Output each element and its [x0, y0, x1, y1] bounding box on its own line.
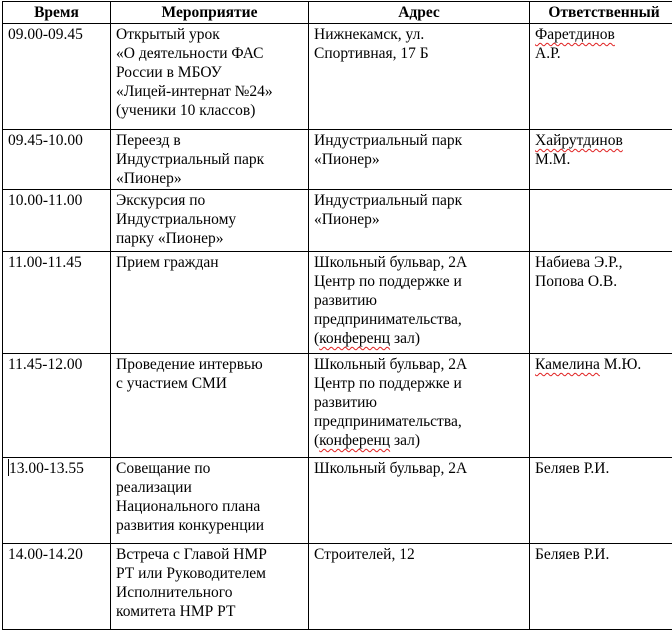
table-row: [3, 544, 672, 630]
table-row: [3, 130, 672, 190]
responsible-cell: Беляев Р.И.: [530, 544, 672, 630]
address-cell: Нижнекамск, ул. Спортивная, 17 Б: [309, 24, 530, 130]
event-cell: Совещание по реализации Национального плана развития конкуренции: [111, 458, 309, 544]
time-cell: 11.45-12.00: [3, 354, 111, 458]
responsible-cell: Набиева Э.Р., Попова О.В.: [530, 252, 672, 354]
time-cell: 10.00-11.00: [3, 190, 111, 252]
responsible-cell: [530, 190, 672, 252]
table-row: [3, 190, 672, 252]
table-row: [3, 458, 672, 544]
table-row: [3, 24, 672, 130]
address-cell: Строителей, 12: [309, 544, 530, 630]
address-cell: Школьный бульвар, 2А: [309, 458, 530, 544]
header-address: Адрес: [309, 2, 530, 24]
event-cell: Открытый урок «О деятельности ФАС России в МБОУ «Лицей-интернат №24» (ученики 10 классов): [111, 24, 309, 130]
responsible-cell: Беляев Р.И.: [530, 458, 672, 544]
address-cell: Индустриальный парк «Пионер»: [309, 130, 530, 190]
schedule-table: [2, 1, 672, 630]
responsible-cell: Хайрутдинов М.М.: [530, 130, 672, 190]
header-event: Мероприятие: [111, 2, 309, 24]
address-cell: Школьный бульвар, 2А Центр по поддержке и развитию предпринимательства, (конференц зал): [309, 252, 530, 354]
event-cell: Проведение интервью с участием СМИ: [111, 354, 309, 458]
time-cell: 11.00-11.45: [3, 252, 111, 354]
header-time: Время: [3, 2, 111, 24]
address-cell: Школьный бульвар, 2А Центр по поддержке и развитию предпринимательства, (конференц зал): [309, 354, 530, 458]
header-row: [3, 2, 672, 24]
table-row: [3, 354, 672, 458]
responsible-cell: Камелина М.Ю.: [530, 354, 672, 458]
time-cell: 13.00-13.55: [3, 458, 111, 544]
event-cell: Переезд в Индустриальный парк «Пионер»: [111, 130, 309, 190]
event-cell: Встреча с Главой НМР РТ или Руководителем Исполнительного комитета НМР РТ: [111, 544, 309, 630]
responsible-cell: Фаретдинов А.Р.: [530, 24, 672, 130]
event-cell: Прием граждан: [111, 252, 309, 354]
time-cell: 14.00-14.20: [3, 544, 111, 630]
time-cell: 09.00-09.45: [3, 24, 111, 130]
table-row: [3, 252, 672, 354]
header-responsible: Ответственный: [530, 2, 672, 24]
time-cell: 09.45-10.00: [3, 130, 111, 190]
event-cell: Экскурсия по Индустриальному парку «Пионер»: [111, 190, 309, 252]
address-cell: Индустриальный парк «Пионер»: [309, 190, 530, 252]
